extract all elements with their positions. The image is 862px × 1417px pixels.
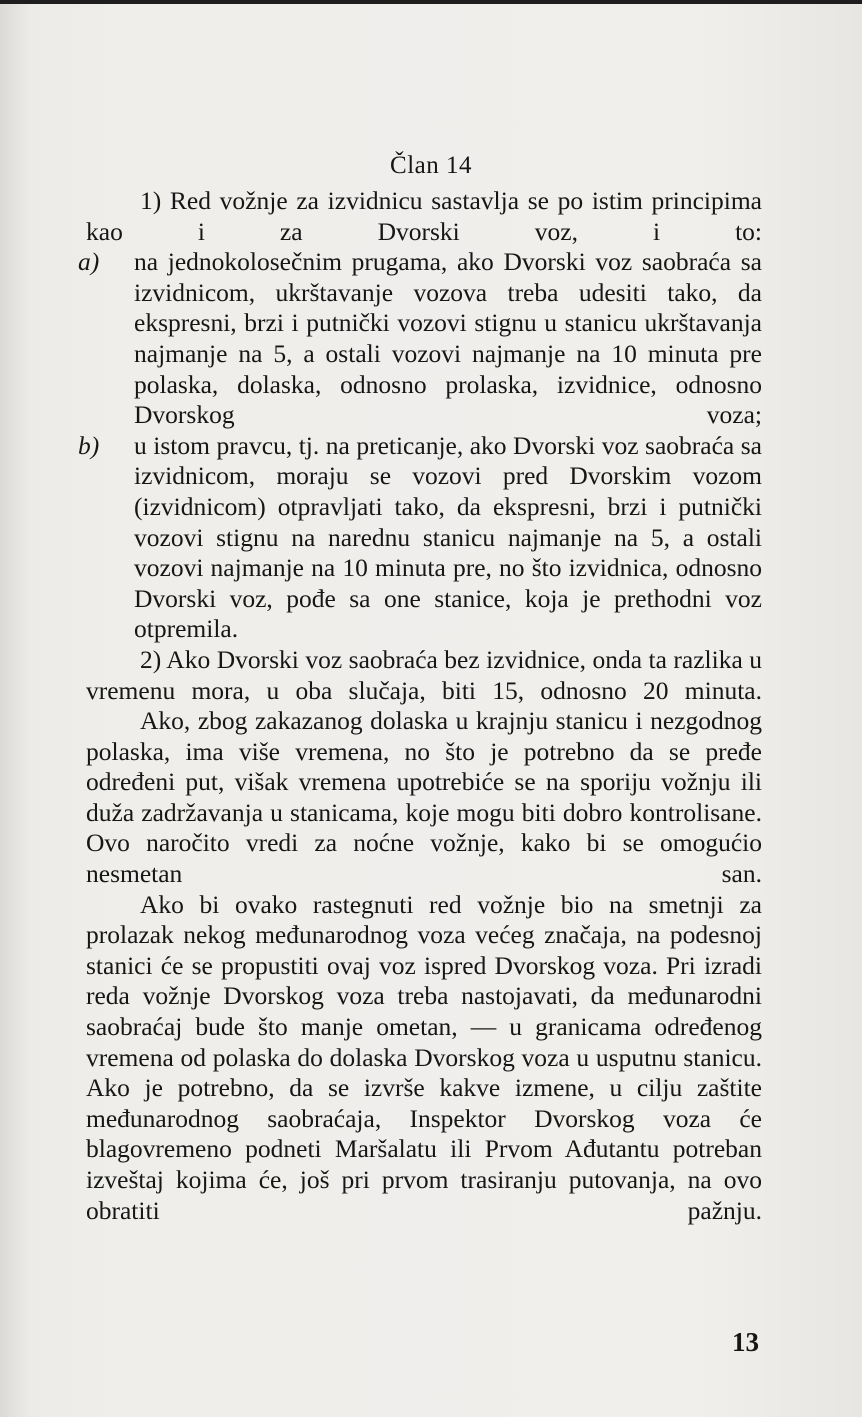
list-marker-b: b) <box>78 430 100 460</box>
page-number: 13 <box>732 1327 759 1357</box>
article-body <box>78 186 762 1226</box>
paragraph-4: Ako bi ovako rastegnuti red vožnje bio na smetnji za prolazak nekog međunarodnog voza većeg značaja, na podesnoj stanici će se propustiti ovaj voz ispred Dvorskog voza. Pri izradi reda vožnje Dvorskog voza treba nastojavati, da međunarodni saobraćaj bude što manje ometan, — u granicama određenog vremena od polaska do dolaska Dvorskog voza u usputnu stanicu. Ako je potrebno, da se izvrše kakve izmene, u cilju zaštite međunarodnog saobraćaja, Inspektor Dvorskog voza će blagovremeno podneti Maršalatu ili Prvom Ađutantu potreban izveštaj kojima će, još pri prvom trasiranju putovanja, na ovo obratiti pažnju. <box>86 889 762 1225</box>
list-marker-a: a) <box>78 247 100 277</box>
paragraph-3: Ako, zbog zakazanog dolaska u krajnju stanicu i nezgodnog polaska, ima više vremena, no što je potrebno da se pređe određeni put, višak vremena upotrebiće se na sporiju vožnju ili duža zadržavanja u stanicama, koje mogu biti dobro kontrolisane. Ovo naročito vredi za noćne vožnje, kako bi se omogućio nesmetan san. <box>86 706 762 889</box>
list-item-a <box>78 247 762 431</box>
article-heading: Član 14 <box>390 152 472 179</box>
list-text-a: na jednokolosečnim prugama, ako Dvorski voz saobraća sa izvidnicom, ukrštavanje vozova treba udesiti tako, da ekspresni, brzi i putnički vozovi stignu u stanicu ukrštavanja najmanje na 5, a ostali vozovi najmanje na 10 minuta pre polaska, dolaska, odnosno prolaska, izvidnice, odnosno Dvorskog voza; <box>134 247 762 430</box>
paragraph-1: 1) Red vožnje za izvidnicu sastavlja se po istim principima kao i za Dvorski voz, i to: <box>86 186 762 246</box>
list-text-b: u istom pravcu, tj. na preticanje, ako Dvorski voz saobraća sa izvidnicom, moraju se vozovi pred Dvorskim vozom (izvidnicom) otpravljati tako, da ekspresni, brzi i putnički vozovi stignu na narednu stanicu najmanje na 5, a ostali vozovi najmanje na 10 minuta pre, no što izvidnica, odnosno Dvorski voz, pođe sa one stanice, koja je prethodni voz otpremila. <box>134 430 762 644</box>
paragraph-2: 2) Ako Dvorski voz saobraća bez izvidnice, onda ta razlika u vremenu mora, u oba slučaja, biti 15, odnosno 20 minuta. <box>86 644 762 705</box>
list-item-b <box>78 430 762 645</box>
